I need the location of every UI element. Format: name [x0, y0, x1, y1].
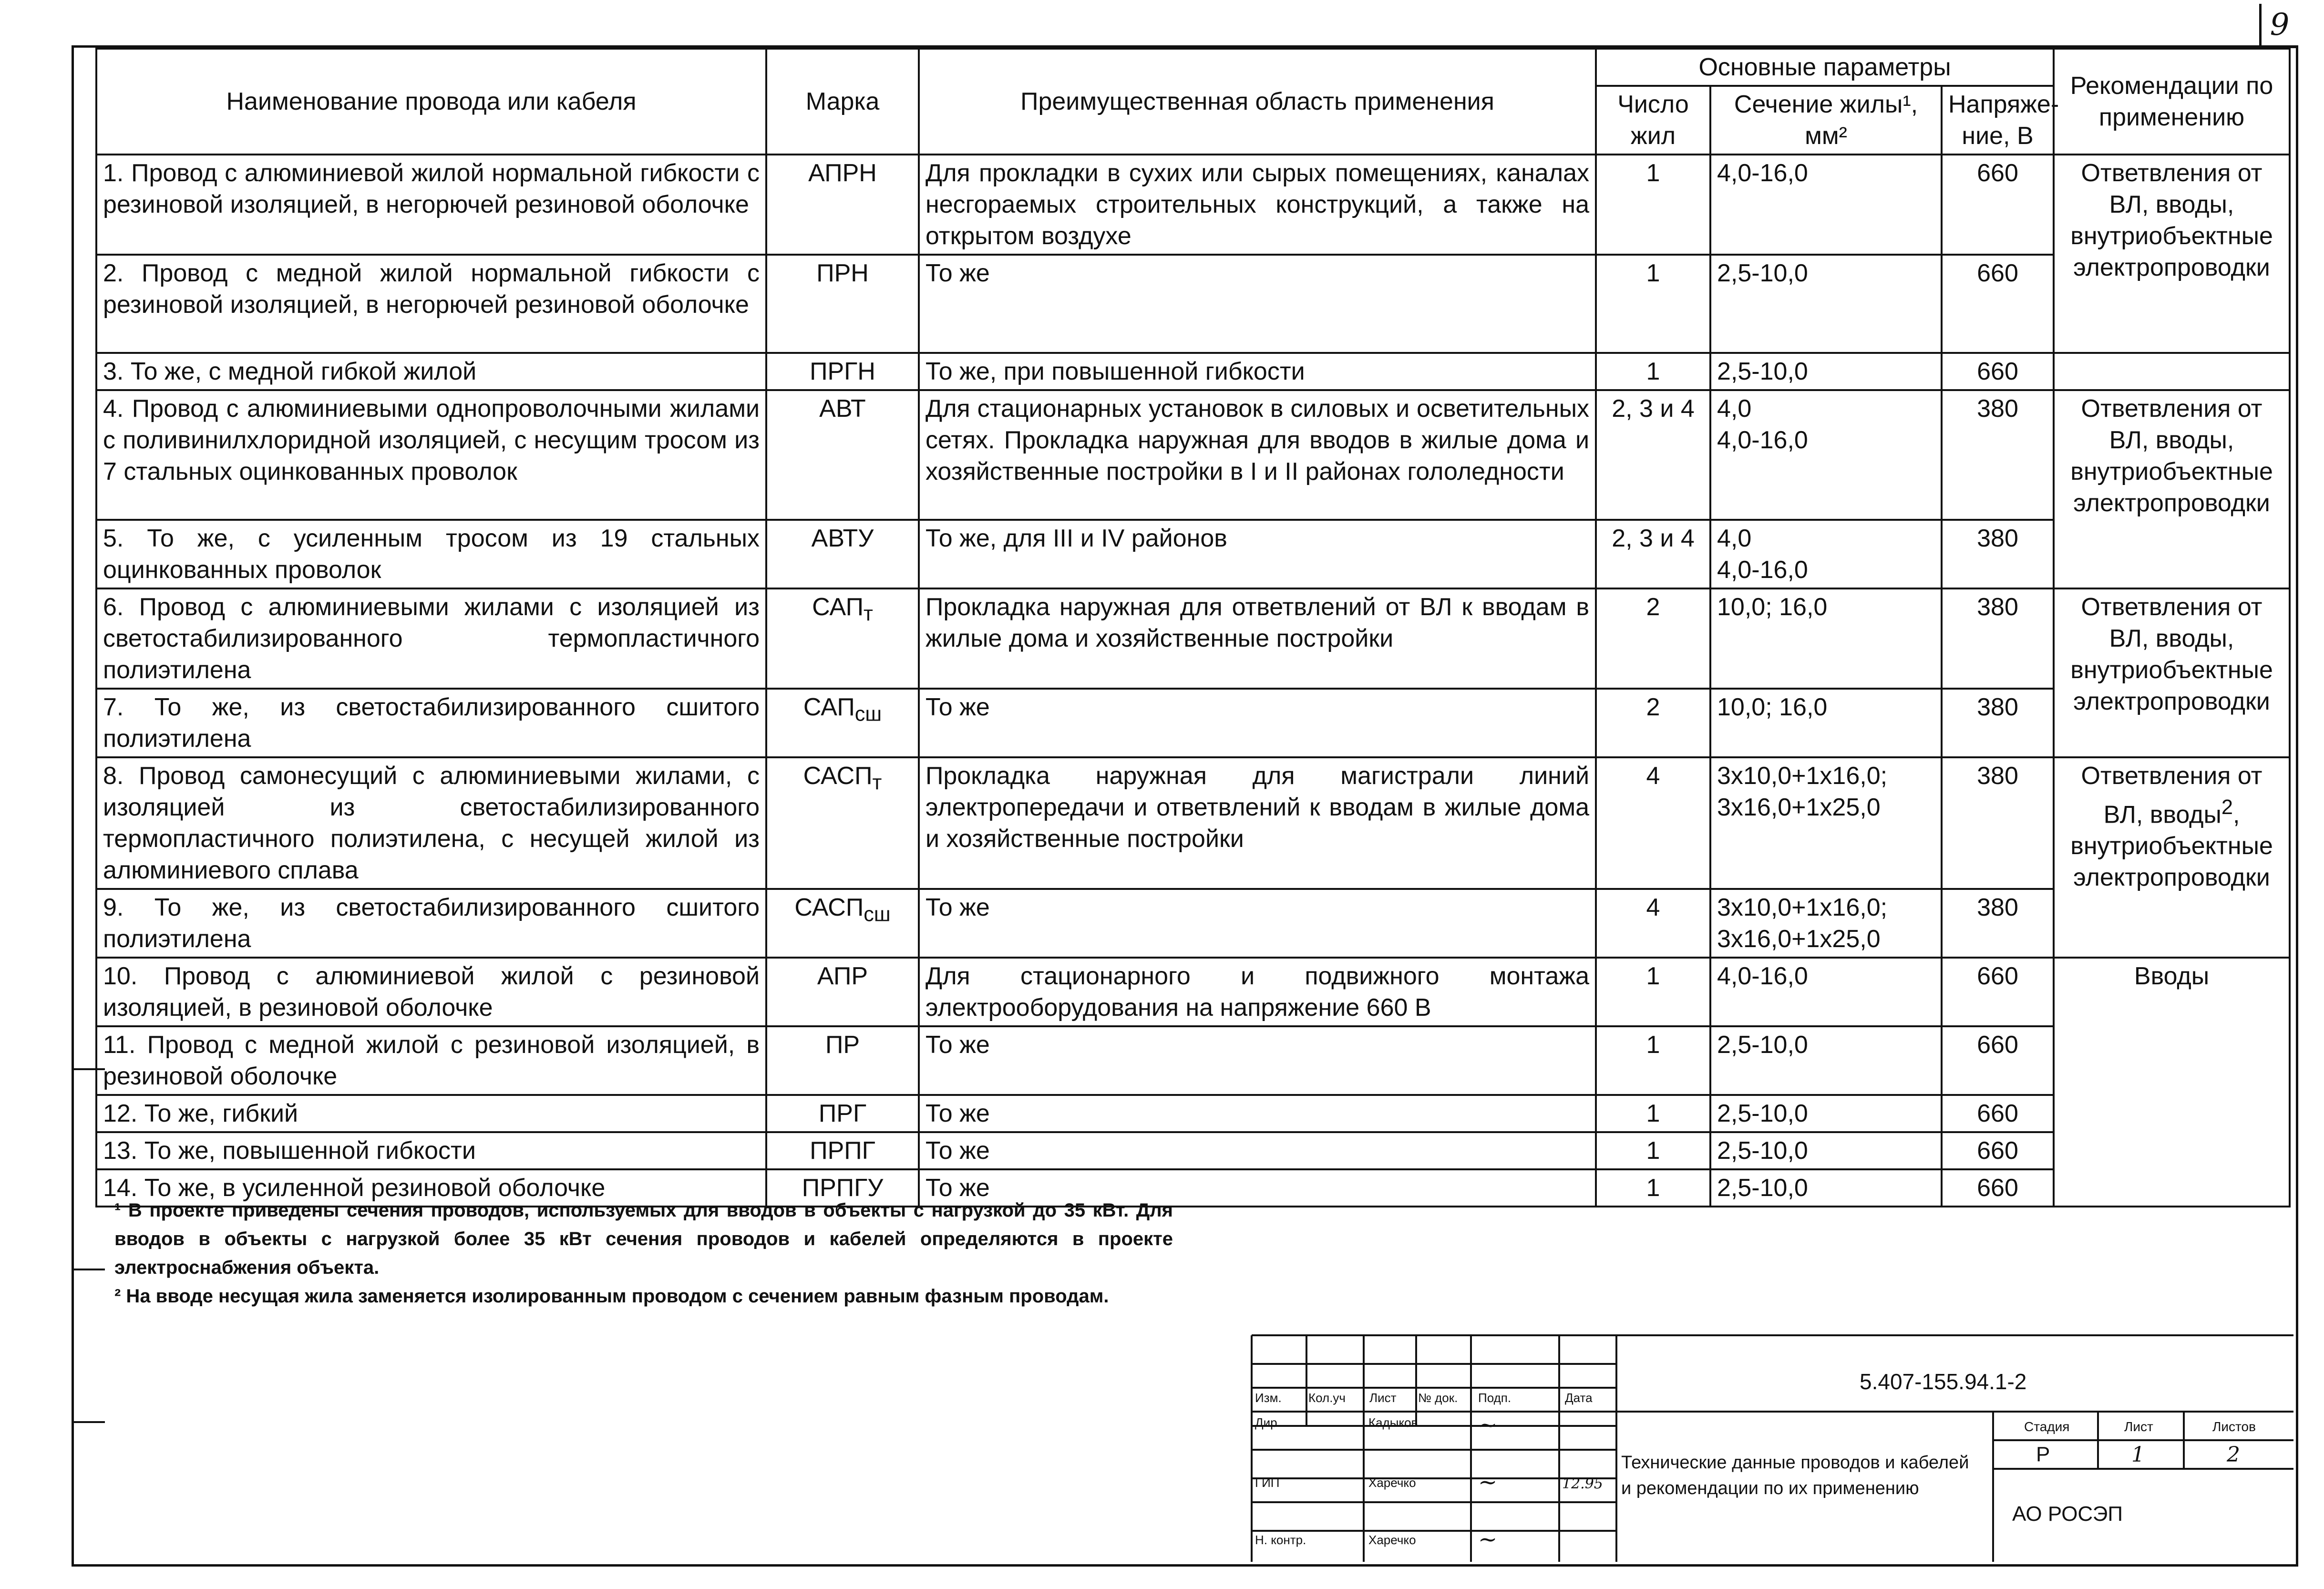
cell-name: 10. Провод с алюминиевой жилой с резиновой изоляцией, в резиновой оболочке: [96, 958, 766, 1026]
cell-voltage: 660: [1942, 1169, 2054, 1207]
mark-subscript: т: [864, 602, 873, 626]
cell-voltage: 380: [1942, 757, 2054, 889]
cell-voltage: 380: [1942, 889, 2054, 958]
cell-section: 3x10,0+1x16,0; 3x16,0+1x25,0: [1710, 757, 1942, 889]
cell-name: 1. Провод с алюминиевой жилой нормальной гибкости с резиновой изоляцией, в негорючей резиновой оболочке: [96, 155, 766, 255]
cell-area: Для стационарных установок в силовых и осветительных сетях. Прокладка наружная для вводов в жилые дома и хозяйственные постройки в I и II районах гололедности: [919, 390, 1596, 520]
name-norm-control: Харечко: [1368, 1533, 1416, 1547]
header-name: Наименование провода или кабеля: [96, 49, 766, 155]
cell-section: 2,5-10,0: [1710, 1026, 1942, 1095]
cell-voltage: 380: [1942, 520, 2054, 588]
cell-name: 12. То же, гибкий: [96, 1095, 766, 1132]
cell-voltage: 380: [1942, 689, 2054, 757]
cell-area: То же: [919, 255, 1596, 353]
cell-mark: АПРН: [766, 155, 919, 255]
cell-area: То же: [919, 1026, 1596, 1095]
cell-cores: 4: [1596, 889, 1710, 958]
cell-cores: 2: [1596, 689, 1710, 757]
cell-cores: 1: [1596, 958, 1710, 1026]
stage-label: Стадия: [2024, 1419, 2070, 1434]
cell-area: То же: [919, 1132, 1596, 1169]
cell-cores: 1: [1596, 353, 1710, 390]
mark-text: САП: [803, 693, 855, 721]
col-podp: Подп.: [1478, 1391, 1512, 1405]
col-doc: № док.: [1418, 1391, 1458, 1405]
header-mark: Марка: [766, 49, 919, 155]
header-cores: Число жил: [1596, 86, 1710, 155]
recommend-footnote-mark: 2: [2221, 796, 2233, 819]
recommend-text: , внутриобъектные электропроводки: [2070, 801, 2273, 892]
cell-voltage: 660: [1942, 1026, 2054, 1095]
cell-cores: 1: [1596, 1169, 1710, 1207]
header-recommend: Рекомендации по применению: [2054, 49, 2290, 155]
cell-mark: ПРПГ: [766, 1132, 919, 1169]
cell-area: Для прокладки в сухих или сырых помещениях, каналах несгораемых строительных конструкций, а также на открытом воздухе: [919, 155, 1596, 255]
cell-section: 4,0-16,0: [1710, 155, 1942, 255]
cell-area: То же: [919, 1095, 1596, 1132]
cell-mark: ПРГ: [766, 1095, 919, 1132]
recommend-text: Ответвления от ВЛ, вводы: [2081, 762, 2262, 829]
signature-gip: ~: [1478, 1469, 1498, 1496]
cell-name: 6. Провод с алюминиевыми жилами с изоляцией из светостабилизированного термопластичного полиэтилена: [96, 588, 766, 689]
cell-voltage: 660: [1942, 155, 2054, 255]
sheets-value: 2: [2227, 1443, 2240, 1467]
cell-mark: ПРПГУ: [766, 1169, 919, 1207]
cell-section: 10,0; 16,0: [1710, 689, 1942, 757]
cell-voltage: 660: [1942, 958, 2054, 1026]
date-gip: 12.95: [1562, 1476, 1603, 1492]
cell-mark: ПРН: [766, 255, 919, 353]
cell-mark: АВТУ: [766, 520, 919, 588]
cell-voltage: 660: [1942, 255, 2054, 353]
role-director: Дир.: [1255, 1415, 1281, 1430]
document-title: Технические данные проводов и кабелей и рекомендации по их применению: [1621, 1453, 1969, 1498]
cell-cores: 1: [1596, 255, 1710, 353]
role-gip: ГИП: [1255, 1476, 1280, 1490]
sheets-label: Листов: [2212, 1419, 2256, 1434]
header-voltage: Напряже-ние, В: [1942, 86, 2054, 155]
cell-cores: 1: [1596, 1132, 1710, 1169]
page-number: 9: [2259, 4, 2298, 48]
footnote-1: ¹ В проекте приведены сечения проводов, используемых для вводов в объекты с нагрузкой до 35 кВт. Для вводов в объекты с нагрузкой более 35 кВт сечения проводов и кабелей определяются в проекте электроснабжения объекта.: [114, 1200, 1173, 1278]
cell-name: 14. То же, в усиленной резиновой оболочке: [96, 1169, 766, 1207]
name-director: Кадыков: [1368, 1415, 1418, 1430]
col-list: Лист: [1369, 1391, 1397, 1405]
cell-voltage: 380: [1942, 588, 2054, 689]
cell-section: 2,5-10,0: [1710, 1132, 1942, 1169]
cell-mark: АПР: [766, 958, 919, 1026]
cell-cores: 2, 3 и 4: [1596, 390, 1710, 520]
cell-area: То же, при повышенной гибкости: [919, 353, 1596, 390]
cell-area: То же: [919, 1169, 1596, 1207]
header-area: Преимущественная область применения: [919, 49, 1596, 155]
cell-name: 7. То же, из светостабилизированного сшитого полиэтилена: [96, 689, 766, 757]
cell-name: 11. Провод с медной жилой с резиновой изоляцией, в резиновой оболочке: [96, 1026, 766, 1095]
cell-cores: 1: [1596, 155, 1710, 255]
cell-area: То же: [919, 689, 1596, 757]
cell-area: Прокладка наружная для ответвлений от ВЛ к вводам в жилые дома и хозяйственные постройки: [919, 588, 1596, 689]
col-kol: Кол.уч: [1308, 1391, 1346, 1405]
cell-name: 8. Провод самонесущий с алюминиевыми жилами, с изоляцией из светостабилизированного термопластичного полиэтилена, с несущей жилой из алюминиевого сплава: [96, 757, 766, 889]
cell-area: То же: [919, 889, 1596, 958]
name-gip: Харечко: [1368, 1476, 1416, 1490]
sheet-label: Лист: [2124, 1419, 2153, 1434]
cell-cores: 2, 3 и 4: [1596, 520, 1710, 588]
col-date: Дата: [1565, 1391, 1593, 1405]
cell-section: 2,5-10,0: [1710, 1095, 1942, 1132]
cell-area: То же, для III и IV районов: [919, 520, 1596, 588]
cell-name: 5. То же, с усиленным тросом из 19 стальных оцинкованных проволок: [96, 520, 766, 588]
cell-cores: 2: [1596, 588, 1710, 689]
cell-name: 3. То же, с медной гибкой жилой: [96, 353, 766, 390]
cell-voltage: 660: [1942, 1132, 2054, 1169]
header-section: Сечение жилы¹, мм²: [1710, 86, 1942, 155]
mark-subscript: сш: [864, 903, 891, 926]
cell-section: 4,0 4,0-16,0: [1710, 520, 1942, 588]
document-code: 5.407-155.94.1-2: [1860, 1369, 2027, 1394]
cell-section: 4,0 4,0-16,0: [1710, 390, 1942, 520]
cell-name: 9. То же, из светостабилизированного сшитого полиэтилена: [96, 889, 766, 958]
mark-subscript: т: [872, 771, 882, 794]
cell-section: 2,5-10,0: [1710, 1169, 1942, 1207]
footnote-2: ² На вводе несущая жила заменяется изолированным проводом с сечением равным фазным проводам.: [114, 1286, 1109, 1307]
mark-text: САП: [812, 593, 864, 621]
cell-mark: АВТ: [766, 390, 919, 520]
organization: АО РОСЭП: [2012, 1502, 2123, 1526]
header-params: Основные параметры: [1596, 49, 2054, 86]
mark-text: САСП: [794, 894, 864, 921]
cell-recommend: Ответвления от ВЛ, вводы, внутриобъектные электропроводки: [2054, 588, 2290, 757]
cell-cores: 1: [1596, 1026, 1710, 1095]
cell-mark: ПРГН: [766, 353, 919, 390]
cell-section: 3x10,0+1x16,0; 3x16,0+1x25,0: [1710, 889, 1942, 958]
cell-name: 4. Провод с алюминиевыми однопроволочными жилами с поливинилхлоридной изоляцией, с несущим тросом из 7 стальных оцинкованных проволок: [96, 390, 766, 520]
cell-voltage: 660: [1942, 353, 2054, 390]
cell-recommend: Ответвления от ВЛ, вводы, внутриобъектные электропроводки: [2054, 390, 2290, 588]
signature-director: ~: [1478, 1412, 1498, 1438]
cell-section: 10,0; 16,0: [1710, 588, 1942, 689]
cell-cores: 1: [1596, 1095, 1710, 1132]
cell-recommend: Вводы: [2054, 958, 2290, 1207]
cell-voltage: 380: [1942, 390, 2054, 520]
sheet-value: 1: [2131, 1443, 2145, 1467]
mark-subscript: сш: [854, 702, 882, 726]
cell-section: 4,0-16,0: [1710, 958, 1942, 1026]
cell-section: 2,5-10,0: [1710, 255, 1942, 353]
cell-mark: ПР: [766, 1026, 919, 1095]
cell-area: Прокладка наружная для магистрали линий электропередачи и ответвлений к вводам в жилые дома и хозяйственные постройки: [919, 757, 1596, 889]
cell-cores: 4: [1596, 757, 1710, 889]
cell-voltage: 660: [1942, 1095, 2054, 1132]
cell-recommend: Ответвления от ВЛ, вводы, внутриобъектные электропроводки: [2054, 155, 2290, 353]
cell-section: 2,5-10,0: [1710, 353, 1942, 390]
signature-norm-control: ~: [1478, 1526, 1498, 1553]
cell-name: 13. То же, повышенной гибкости: [96, 1132, 766, 1169]
col-izm: Изм.: [1255, 1391, 1282, 1405]
stage-value: Р: [2036, 1443, 2050, 1466]
role-norm-control: Н. контр.: [1255, 1533, 1306, 1547]
cell-name: 2. Провод с медной жилой нормальной гибкости с резиновой изоляцией, в негорючей резиновой оболочке: [96, 255, 766, 353]
mark-text: САСП: [803, 762, 873, 790]
cell-area: Для стационарного и подвижного монтажа электрооборудования на напряжение 660 В: [919, 958, 1596, 1026]
